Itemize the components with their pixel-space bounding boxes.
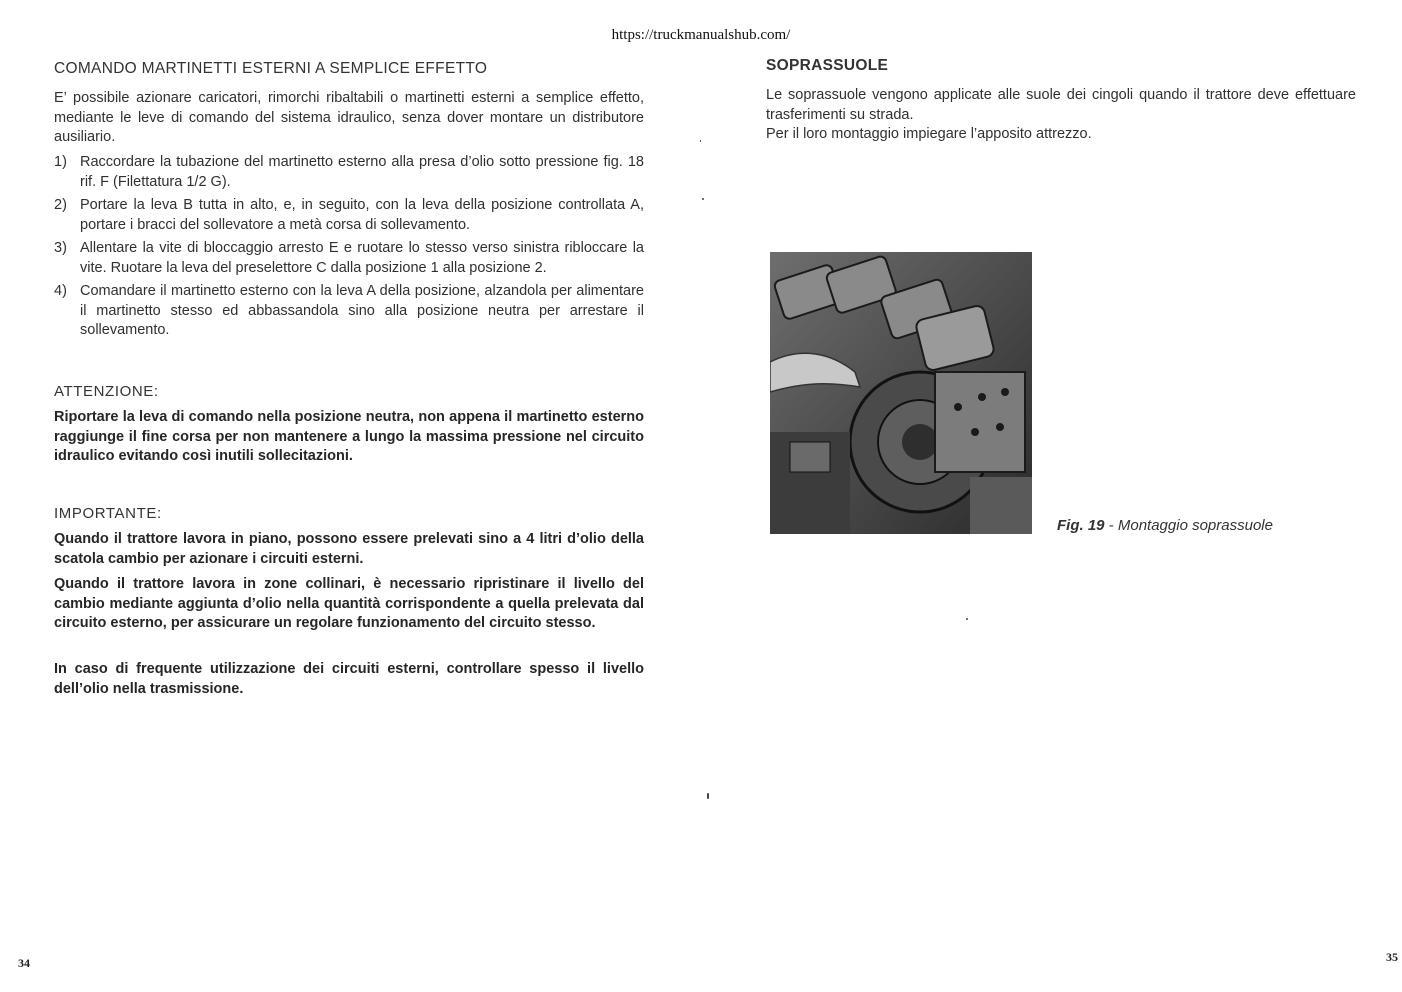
step-number: 2) (54, 197, 67, 213)
importante-heading: IMPORTANTE: (54, 505, 162, 522)
attenzione-heading: ATTENZIONE: (54, 383, 159, 400)
list-item (54, 239, 644, 278)
figure-separator: - (1104, 517, 1118, 534)
source-url[interactable]: https://truckmanualshub.com/ (611, 27, 791, 43)
list-item (54, 153, 644, 192)
attenzione-text: Riportare la leva di comando nella posizione neutra, non appena il martinetto esterno raggiunge il fine corsa per non mantenere a lungo la massima pressione nel circuito idraulico evitando così inutili sollecitazioni. (54, 409, 644, 464)
step-text: Raccordare la tubazione del martinetto esterno alla presa d’olio sotto pressione fig. 18 rif. F (Filettatura 1/2 G). (80, 154, 644, 190)
importante-paragraph-3: In caso di frequente utilizzazione dei circuiti esterni, controllare spesso il livello dell’olio nella trasmissione. (54, 661, 644, 697)
figure-caption (1057, 517, 1273, 534)
intro-paragraph: E’ possibile azionare caricatori, rimorchi ribaltabili o martinetti esterni a semplice effetto, mediante le leve di comando del sistema idraulico, senza dover montare un distributore ausiliario. (54, 90, 644, 145)
list-item (54, 196, 644, 235)
scan-speck (707, 793, 709, 799)
step-number: 3) (54, 240, 67, 256)
scan-speck (702, 198, 704, 200)
right-page-title: SOPRASSUOLE (766, 57, 889, 74)
step-number: 4) (54, 283, 67, 299)
soprassuole-paragraph-2: Per il loro montaggio impiegare l’apposito attrezzo. (766, 126, 1092, 142)
left-page-number: 34 (18, 956, 30, 970)
step-text: Portare la leva B tutta in alto, e, in seguito, con la leva della posizione controllata A, portare i bracci del sollevatore a metà corsa di sollevamento. (80, 197, 644, 233)
importante-paragraph-1: Quando il trattore lavora in piano, possono essere prelevati sino a 4 litri d’olio della scatola cambio per azionare i circuiti esterni. (54, 531, 644, 567)
track-shoe-photo-image (770, 252, 1032, 534)
scan-speck (700, 140, 701, 142)
step-text: Allentare la vite di bloccaggio arresto E e ruotare lo stesso verso sinistra ribloccare la vite. Ruotare la leva del preselettore C dalla posizione 1 alla posizione 2. (80, 240, 644, 276)
importante-paragraph-2: Quando il trattore lavora in zone collinari, è necessario ripristinare il livello del cambio mediante aggiunta d’olio nella quantità corrispondente a quella prelevata dal circuito esterno, per assicurare un regolare funzionamento del circuito stesso. (54, 576, 644, 631)
left-page-title: COMANDO MARTINETTI ESTERNI A SEMPLICE EFFETTO (54, 60, 488, 77)
figure-label: Fig. 19 (1057, 517, 1105, 534)
scan-speck (966, 618, 968, 620)
steps-list (54, 153, 644, 345)
right-page-number: 35 (1386, 950, 1398, 964)
figure-caption-text: Montaggio soprassuole (1117, 517, 1273, 534)
soprassuole-paragraph: Le soprassuole vengono applicate alle suole dei cingoli quando il trattore deve effettuare trasferimenti su strada. (766, 87, 1356, 123)
list-item (54, 282, 644, 341)
figure-photo (770, 252, 1032, 534)
step-text: Comandare il martinetto esterno con la leva A della posizione, alzandola per alimentare il martinetto stesso ed abbassandola sino alla posizione neutra per arrestare il sollevamento. (80, 283, 644, 338)
step-number: 1) (54, 154, 67, 170)
